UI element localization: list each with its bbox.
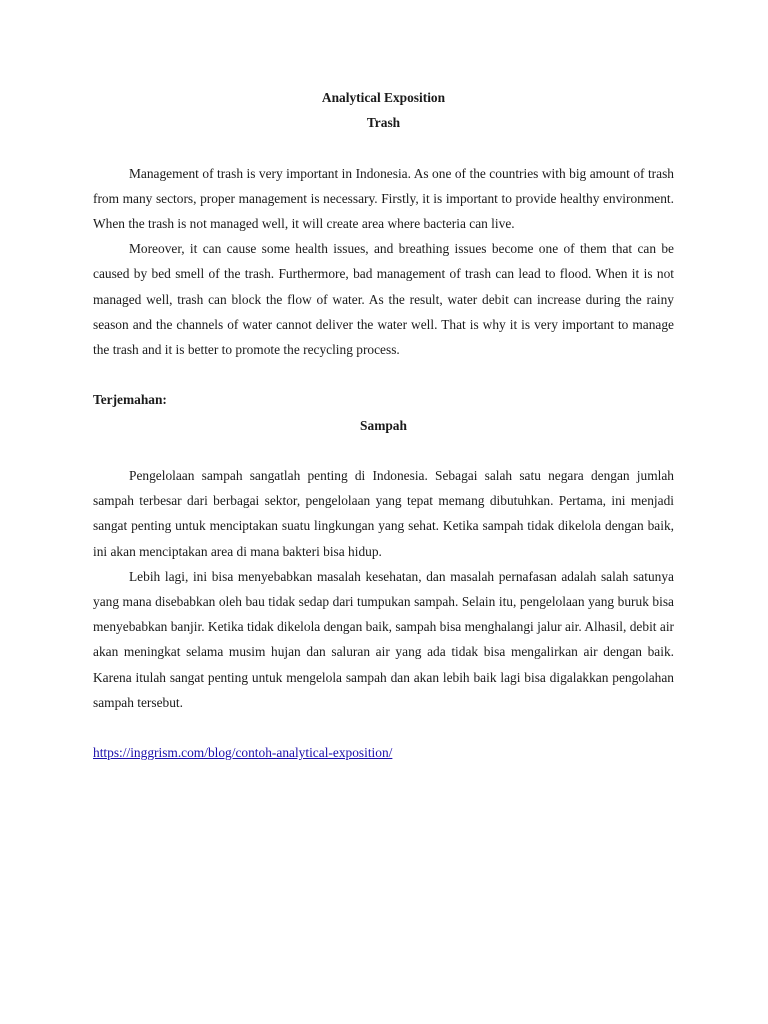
source-link[interactable]: https://inggrism.com/blog/contoh-analytical-exposition/ [93,745,393,761]
spacer [93,135,674,160]
paragraph-1: Management of trash is very important in Indonesia. As one of the countries with big amount of trash from many sectors, proper management is necessary. Firstly, it is important to provide healthy environment. When the trash is not managed well, it will create area where bacteria can live. [93,165,674,231]
spacer [93,438,674,463]
document-page [93,85,674,765]
document-subtitle: Trash [366,115,401,131]
translation-paragraph-1: Pengelolaan sampah sangatlah penting di Indonesia. Sebagai salah satu negara dengan jumlah sampah terbesar dari berbagai sektor, pengelolaan yang tepat memang dibutuhkan. Pertama, ini menjadi sangat penting untuk menciptakan suatu lingkungan yang sehat. Ketika sampah tidak dikelola dengan baik, ini akan menciptakan area di mana bakteri bisa hidup. [93,468,674,559]
translation-title: Sampah [360,417,407,433]
spacer [93,362,674,387]
translation-label: Terjemahan: [93,392,167,408]
paragraph-2: Moreover, it can cause some health issues, and breathing issues become one of them that can be caused by bed smell of the trash. Furthermore, bad management of trash can lead to flood. When it is not managed well, trash can block the flow of water. As the result, water debit can increase during the rainy season and the channels of water cannot deliver the water well. That is why it is very important to manage the trash and it is better to promote the recycling process. [93,241,674,358]
translation-paragraph-2: Lebih lagi, ini bisa menyebabkan masalah kesehatan, dan masalah pernafasan adalah salah satunya yang mana disebabkan oleh bau tidak sedap dari tumpukan sampah. Selain itu, pengelolaan yang buruk bisa menyebabkan banjir. Ketika tidak dikelola dengan baik, sampah bisa menghalangi jalur air. Alhasil, debit air akan meningkat selama musim hujan dan saluran air yang ada tidak bisa mengalirkan air dengan baik. Karena itulah sangat penting untuk mengelola sampah dan akan lebih baik lagi bisa digalakkan pengolahan sampah tersebut. [93,568,674,710]
document-title: Analytical Exposition [321,90,446,105]
spacer [93,715,674,740]
